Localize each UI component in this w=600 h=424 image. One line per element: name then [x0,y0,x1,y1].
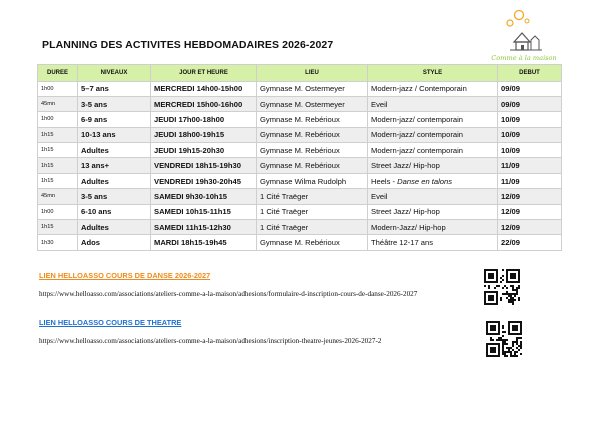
style-text: Eveil [371,191,388,201]
table-row [38,127,562,142]
cell-lieu: 1 Cité Traëger [257,189,368,204]
cell-lieu: Gymnase M. Rebérioux [257,235,368,250]
cell-niveaux: 10-13 ans [78,127,151,142]
table-row [38,112,562,127]
cell-niveaux: 3-5 ans [78,96,151,111]
cell-jour: MARDI 18h15-19h45 [151,235,257,250]
cell-duree: 45mn [38,189,78,204]
cell-duree: 1h30 [38,235,78,250]
cell-jour: SAMEDI 9h30-10h15 [151,189,257,204]
cell-niveaux: 6-9 ans [78,112,151,127]
cell-style [368,96,498,111]
theatre-registration-url[interactable]: https://www.helloasso.com/associations/ateliers-comme-a-la-maison/adhesions/inscription-theatre-jeunes-2026-2027-2 [39,337,382,345]
style-text: Théâtre 12-17 ans [371,238,434,248]
style-text: Modern-jazz/ contemporain [371,130,464,140]
cell-style [368,220,498,235]
cell-lieu: Gymnase Wilma Rudolph [257,173,368,188]
cell-style [368,235,498,250]
cell-jour: JEUDI 18h00-19h15 [151,127,257,142]
style-italic-text: Danse en talons [397,176,453,186]
cell-niveaux: Adultes [78,143,151,158]
cell-duree: 1h00 [38,81,78,96]
cell-jour: VENDREDI 18h15-19h30 [151,158,257,173]
page-title: PLANNING DES ACTIVITES HEBDOMADAIRES 2026-2027 [42,39,334,51]
table-row [38,235,562,250]
cell-niveaux: Adultes [78,173,151,188]
table-row [38,158,562,173]
style-text: Modern-jazz / Contemporain [371,84,467,94]
cell-duree: 1h00 [38,204,78,219]
cell-niveaux: Ados [78,235,151,250]
cell-lieu: 1 Cité Traëger [257,220,368,235]
dance-registration-url[interactable]: https://www.helloasso.com/associations/ateliers-comme-a-la-maison/adhesions/formulaire-d-inscription-cours-de-danse-2026-2027 [39,290,418,298]
style-text: Modern-jazz/ contemporain [371,145,464,155]
cell-debut: 10/09 [498,112,562,127]
cell-style [368,81,498,96]
cell-jour: VENDREDI 19h30-20h45 [151,173,257,188]
cell-duree: 45mn [38,96,78,111]
column-header-lieu: LIEU [257,65,368,82]
cell-duree: 1h15 [38,158,78,173]
cell-duree: 1h15 [38,127,78,142]
cell-duree: 1h15 [38,143,78,158]
cell-duree: 1h15 [38,173,78,188]
cell-jour: JEUDI 19h15-20h30 [151,143,257,158]
cell-debut: 22/09 [498,235,562,250]
cell-debut: 11/09 [498,173,562,188]
cell-jour: SAMEDI 11h15-12h30 [151,220,257,235]
cell-lieu: Gymnase M. Rebérioux [257,112,368,127]
cell-lieu: Gymnase M. Rebérioux [257,158,368,173]
table-row [38,204,562,219]
cell-debut: 09/09 [498,81,562,96]
style-text: Street Jazz/ Hip-hop [371,161,440,171]
table-row [38,173,562,188]
cell-duree: 1h15 [38,220,78,235]
style-text: Eveil [371,99,388,109]
cell-jour: SAMEDI 10h15-11h15 [151,204,257,219]
cell-style [368,173,498,188]
style-text: Modern-jazz/ contemporain [371,114,464,124]
table-header-row [38,65,562,82]
table-row [38,96,562,111]
cell-style [368,143,498,158]
cell-style [368,127,498,142]
column-header-niveaux: NIVEAUX [78,65,151,82]
cell-style [368,112,498,127]
association-logo [486,6,556,64]
style-text: Street Jazz/ Hip-hop [371,207,440,217]
cell-lieu: Gymnase M. Ostermeyer [257,81,368,96]
cell-debut: 11/09 [498,158,562,173]
cell-style [368,204,498,219]
cell-niveaux: Adultes [78,220,151,235]
cell-style [368,189,498,204]
cell-lieu: 1 Cité Traëger [257,204,368,219]
dance-link-heading[interactable]: LIEN HELLOASSO COURS DE DANSE 2026-2027 [39,271,211,280]
column-header-jour: JOUR ET HEURE [151,65,257,82]
table-row [38,143,562,158]
cell-debut: 12/09 [498,204,562,219]
cell-debut: 12/09 [498,220,562,235]
dance-qr-code [484,269,520,305]
cell-debut: 10/09 [498,143,562,158]
table-row [38,220,562,235]
table-row [38,189,562,204]
cell-duree: 1h00 [38,112,78,127]
cell-niveaux: 6-10 ans [78,204,151,219]
column-header-style: STYLE [368,65,498,82]
column-header-duree: DUREE [38,65,78,82]
cell-debut: 10/09 [498,127,562,142]
theatre-link-heading[interactable]: LIEN HELLOASSO COURS DE THEATRE [39,318,182,327]
cell-debut: 12/09 [498,189,562,204]
cell-niveaux: 5–7 ans [78,81,151,96]
table-row [38,81,562,96]
cell-jour: JEUDI 17h00-18h00 [151,112,257,127]
cell-debut: 09/09 [498,96,562,111]
cell-lieu: Gymnase M. Ostermeyer [257,96,368,111]
cell-niveaux: 13 ans+ [78,158,151,173]
svg-text:Comme à la maison: Comme à la maison [491,54,556,62]
cell-niveaux: 3-5 ans [78,189,151,204]
cell-jour: MERCREDI 14h00-15h00 [151,81,257,96]
style-text: Heels - [371,176,398,186]
cell-style [368,158,498,173]
cell-lieu: Gymnase M. Rebérioux [257,127,368,142]
style-text: Modern-Jazz/ Hip-hop [371,222,446,232]
cell-lieu: Gymnase M. Rebérioux [257,143,368,158]
cell-jour: MERCREDI 15h00-16h00 [151,96,257,111]
theatre-qr-code [486,321,522,357]
schedule-table [37,64,562,251]
column-header-debut: DEBUT [498,65,562,82]
